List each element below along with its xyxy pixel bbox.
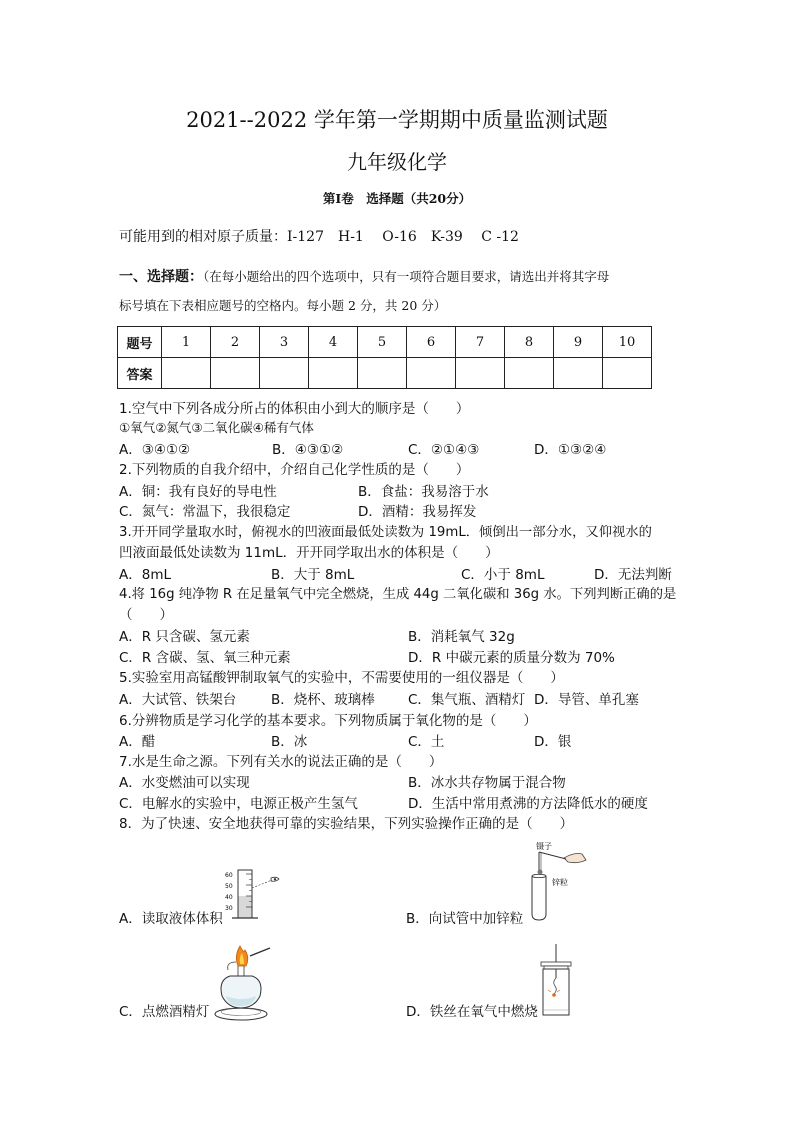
answer-cell[interactable] [456,358,505,389]
hand-icon [564,854,586,863]
q3-stem-line2: 凹液面最低处读数为 11mL．开开同学取出水的体积是（ ） [119,545,499,561]
q7-option-d: D．生活中常用煮沸的方法降低水的硬度 [408,796,648,812]
q7-stem: 7.水是生命之源。下列有关水的说法正确的是（ ） [119,754,443,770]
q3-option-b: B．大于 8mL [271,567,355,583]
q6-stem: 6.分辨物质是学习化学的基本要求。下列物质属于氧化物的是（ ） [119,713,537,729]
alcohol-lamp-figure [214,940,276,1026]
answer-cell[interactable] [162,358,211,389]
answer-cell[interactable] [554,358,603,389]
test-tube-tweezers-figure [522,838,592,922]
q6-option-c: C．土 [408,734,445,750]
section-heading: 第I卷 选择题（共20分） [322,191,472,206]
q2-option-c: C．氮气：常温下，我很稳定 [119,504,291,520]
q5-stem: 5.实验室用高锰酸钾制取氧气的实验中，不需要使用的一组仪器是（ ） [119,670,564,686]
q2-option-d: D．酒精：我易挥发 [358,504,477,520]
answer-number: 5 [358,327,407,358]
q3-option-d: D．无法判断 [594,567,672,583]
q8-option-a: A．读取液体体积 [119,911,223,927]
q8-option-c: C．点燃酒精灯 [119,1004,210,1020]
q3-stem-line1: 3.开开同学量取水时，俯视水的凹液面最低处读数为 19mL．倾倒出一部分水，又仰视水的 [119,525,652,540]
answer-number: 8 [505,327,554,358]
q5-option-c: C．集气瓶、酒精灯 [408,692,526,708]
q5-option-d: D．导管、单孔塞 [534,692,639,708]
answer-number: 6 [407,327,456,358]
q1-stem: 1.空气中下列各成分所占的体积由小到大的顺序是（ ） [119,401,470,417]
cylinder-tick-label: 30 [225,905,233,912]
q4-stem-line1: 4.将 16g 纯净物 R 在足量氧气中完全燃烧，生成 44g 二氧化碳和 36g 水。下列判断正确的是 [119,587,677,602]
answer-cell[interactable] [211,358,260,389]
answer-number: 2 [211,327,260,358]
cylinder-tick-label: 50 [225,883,233,890]
q8-option-d: D．铁丝在氧气中燃烧 [406,1004,538,1020]
q7-option-c: C．电解水的实验中，电源正极产生氢气 [119,796,358,812]
instructions-heading: 一、选择题： [119,269,203,285]
answer-number: 9 [554,327,603,358]
answer-number: 7 [456,327,505,358]
q6-option-b: B．冰 [271,734,308,750]
exam-title: 2021--2022 学年第一学期期中质量监测试题 [186,108,608,132]
atomic-mass-line: 可能用到的相对原子质量：I-127 H-1 O-16 K-39 C -12 [119,229,519,245]
q3-option-c: C．小于 8mL [461,567,545,583]
q8-option-b: B．向试管中加锌粒 [406,911,524,927]
tweezers-label: 镊子 [536,842,552,851]
q8-stem: 8．为了快速、安全地获得可靠的实验结果，下列实验操作正确的是（ ） [119,816,574,832]
q7-option-a: A．水变燃油可以实现 [119,775,250,791]
q5-option-b: B．烧杯、玻璃棒 [271,692,375,708]
cylinder-tick-label: 60 [225,872,233,879]
q3-option-a: A．8mL [119,567,171,583]
q2-stem: 2.下列物质的自我介绍中，介绍自己化学性质的是（ ） [119,462,470,478]
measuring-cylinder-figure [224,866,284,924]
q1-option-a: A．③④①② [119,442,191,458]
answer-number: 1 [162,327,211,358]
gas-jar-figure [536,942,576,1018]
answer-cell[interactable] [260,358,309,389]
test-tube-icon [532,876,546,920]
q4-option-a: A．R 只含碳、氢元素 [119,629,250,645]
q4-stem-line2: （ ） [119,607,173,623]
q2-option-a: A．铜：我有良好的导电性 [119,484,277,500]
answer-cell[interactable] [407,358,456,389]
q1-note: ①氧气②氮气③二氧化碳④稀有气体 [119,420,314,435]
instructions-line2: 标号填在下表相应题号的空格内。每小题 2 分，共 20 分） [119,298,447,313]
q2-option-b: B．食盐：我易溶于水 [358,484,489,500]
answer-number: 10 [603,327,652,358]
q1-option-c: C．②①④③ [408,442,480,458]
q7-option-b: B．冰水共存物属于混合物 [408,775,566,791]
answer-cell[interactable] [309,358,358,389]
q4-option-c: C．R 含碳、氢、氧三种元素 [119,650,291,666]
q1-option-b: B．④③①② [272,442,344,458]
answer-table-label: 答案 [118,358,162,389]
zinc-label: 锌粒 [552,878,568,887]
q5-option-a: A．大试管、铁架台 [119,692,237,708]
answer-cell[interactable] [505,358,554,389]
answer-table [117,326,652,389]
zinc-granule-icon [538,870,543,875]
answer-number: 3 [260,327,309,358]
q4-option-d: D．R 中碳元素的质量分数为 70% [408,650,615,666]
tweezers-icon [539,852,566,859]
answer-number: 4 [309,327,358,358]
answer-cell[interactable] [358,358,407,389]
cylinder-tick-label: 40 [225,894,233,901]
answer-table-answer-row [118,358,652,389]
exam-subtitle: 九年级化学 [347,150,447,174]
q6-option-a: A．醋 [119,734,156,750]
q6-option-d: D．银 [534,734,572,750]
instructions-line1: 一、选择题：（在每小题给出的四个选项中，只有一项符合题目要求，请选出并将其字母 [119,269,610,285]
q1-option-d: D．①③②④ [534,442,607,458]
answer-cell[interactable] [603,358,652,389]
answer-table-number-row [118,327,652,358]
answer-table-label: 题号 [118,327,162,358]
q4-option-b: B．消耗氧气 32g [408,629,515,645]
